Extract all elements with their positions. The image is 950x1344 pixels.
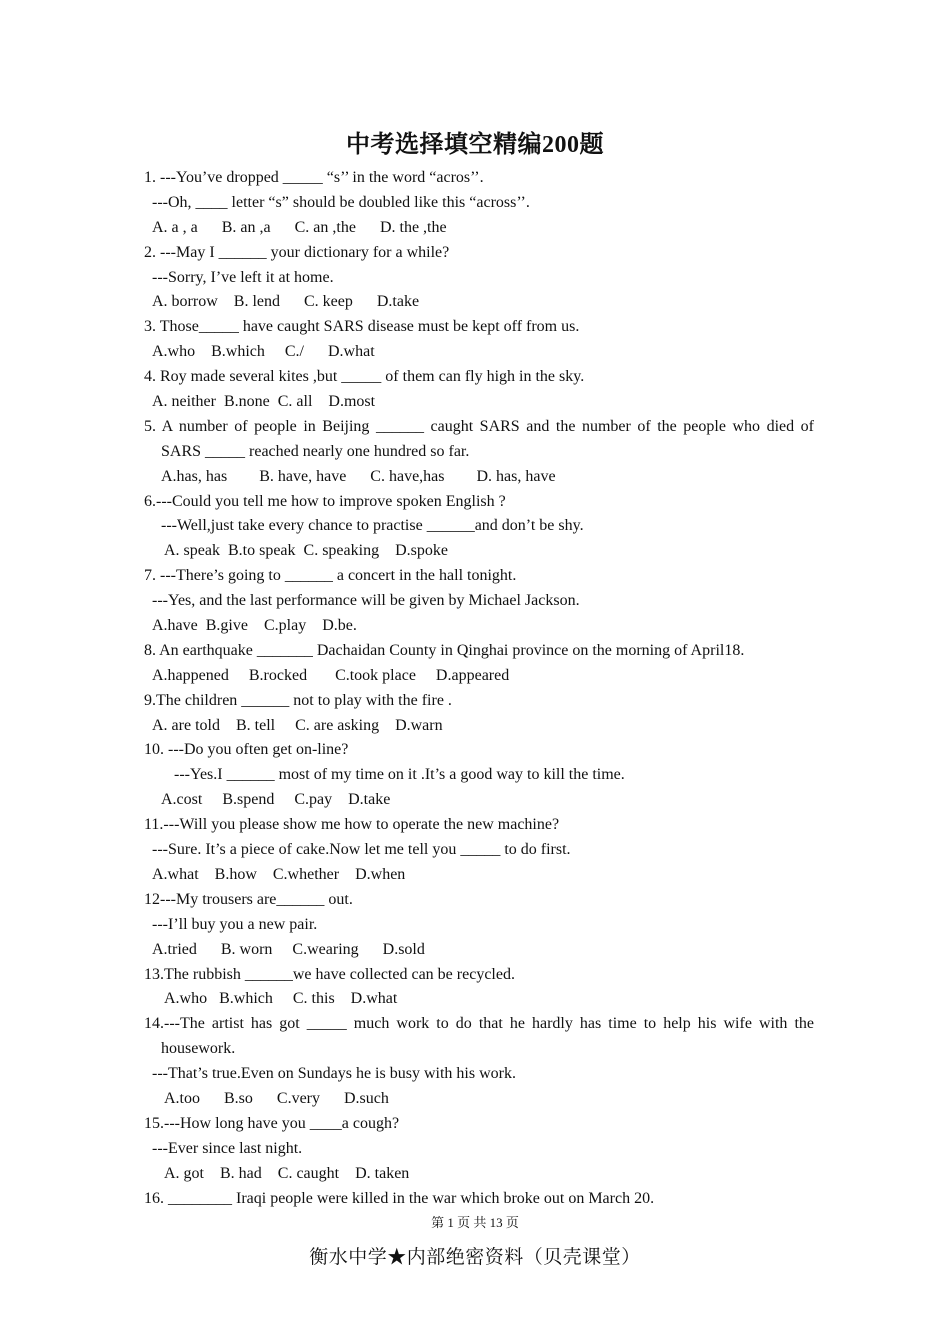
text-line: A.have B.give C.play D.be. bbox=[152, 617, 357, 635]
text-line: ---Yes.I ______ most of my time on it .It’s a good way to kill the time. bbox=[174, 766, 625, 784]
text-line: 8. An earthquake _______ Dachaidan County in Qinghai province on the morning of April18. bbox=[144, 641, 745, 659]
text-line: 16. ________ Iraqi people were killed in the war which broke out on March 20. bbox=[144, 1189, 655, 1207]
text-line: A. a , a B. an ,a C. an ,the D. the ,the bbox=[152, 218, 447, 236]
text-line: A.happened B.rocked C.took place D.appeared bbox=[152, 666, 510, 684]
text-line: 4. Roy made several kites ,but _____ of them can fly high in the sky. bbox=[144, 368, 585, 386]
text-line: A.what B.how C.whether D.when bbox=[152, 865, 406, 883]
text-line: ---That’s true.Even on Sundays he is busy with his work. bbox=[152, 1065, 516, 1083]
text-line: 11.---Will you please show me how to operate the new machine? bbox=[144, 816, 560, 834]
text-line: 2. ---May I ______ your dictionary for a while? bbox=[144, 243, 450, 261]
text-line: A.cost B.spend C.pay D.take bbox=[161, 791, 391, 809]
text-line: A.who B.which C./ D.what bbox=[152, 343, 375, 361]
text-line: A. speak B.to speak C. speaking D.spoke bbox=[164, 542, 448, 560]
text-line: 15.---How long have you ____a cough? bbox=[144, 1114, 400, 1132]
text-line: A. neither B.none C. all D.most bbox=[152, 393, 376, 411]
text-line: ---Well,just take every chance to practise ______and don’t be shy. bbox=[161, 517, 584, 535]
text-line: 3. Those_____ have caught SARS disease must be kept off from us. bbox=[144, 318, 580, 336]
text-line: 12---My trousers are______ out. bbox=[144, 890, 353, 908]
text-line: 7. ---There’s going to ______ a concert in the hall tonight. bbox=[144, 567, 517, 585]
text-line: A. got B. had C. caught D. taken bbox=[164, 1164, 410, 1182]
brand-watermark: 衡水中学★内部绝密资料（贝壳课堂） bbox=[309, 1247, 641, 1268]
text-line: ---Oh, ____ letter “s” should be doubled like this “across’’. bbox=[152, 193, 530, 211]
text-line: A.who B.which C. this D.what bbox=[164, 990, 398, 1008]
page-number: 第 1 页 共 13 页 bbox=[431, 1215, 519, 1230]
question-list bbox=[144, 166, 814, 1211]
text-line: A.has, has B. have, have C. have,has D. has, have bbox=[161, 467, 556, 485]
text-line: ---I’ll buy you a new pair. bbox=[152, 915, 318, 933]
page-title: 中考选择填空精编200题 bbox=[346, 132, 604, 158]
text-line: A.too B.so C.very D.such bbox=[164, 1089, 389, 1107]
text-line: 14.---The artist has got _____ much work to do that he hardly has time to help his wife with the bbox=[144, 1015, 814, 1033]
text-line: A.tried B. worn C.wearing D.sold bbox=[152, 940, 425, 958]
text-line: A. borrow B. lend C. keep D.take bbox=[152, 293, 420, 311]
text-line: housework. bbox=[161, 1040, 236, 1058]
text-line: 6.---Could you tell me how to improve spoken English ? bbox=[144, 492, 506, 510]
text-line: A. are told B. tell C. are asking D.warn bbox=[152, 716, 443, 734]
text-line: ---Sure. It’s a piece of cake.Now let me tell you _____ to do first. bbox=[152, 841, 571, 859]
text-line: ---Ever since last night. bbox=[152, 1139, 303, 1157]
text-line: 1. ---You’ve dropped _____ “s’’ in the word “acros’’. bbox=[144, 169, 484, 186]
text-line: SARS _____ reached nearly one hundred so far. bbox=[161, 442, 470, 460]
text-line: ---Yes, and the last performance will be given by Michael Jackson. bbox=[152, 592, 580, 610]
text-line: 5. A number of people in Beijing ______ caught SARS and the number of the people who died of bbox=[144, 417, 814, 435]
text-line: 9.The children ______ not to play with the fire . bbox=[144, 691, 452, 709]
text-line: 10. ---Do you often get on-line? bbox=[144, 741, 349, 759]
text-line: ---Sorry, I’ve left it at home. bbox=[152, 268, 334, 286]
text-line: 13.The rubbish ______we have collected can be recycled. bbox=[144, 965, 515, 983]
